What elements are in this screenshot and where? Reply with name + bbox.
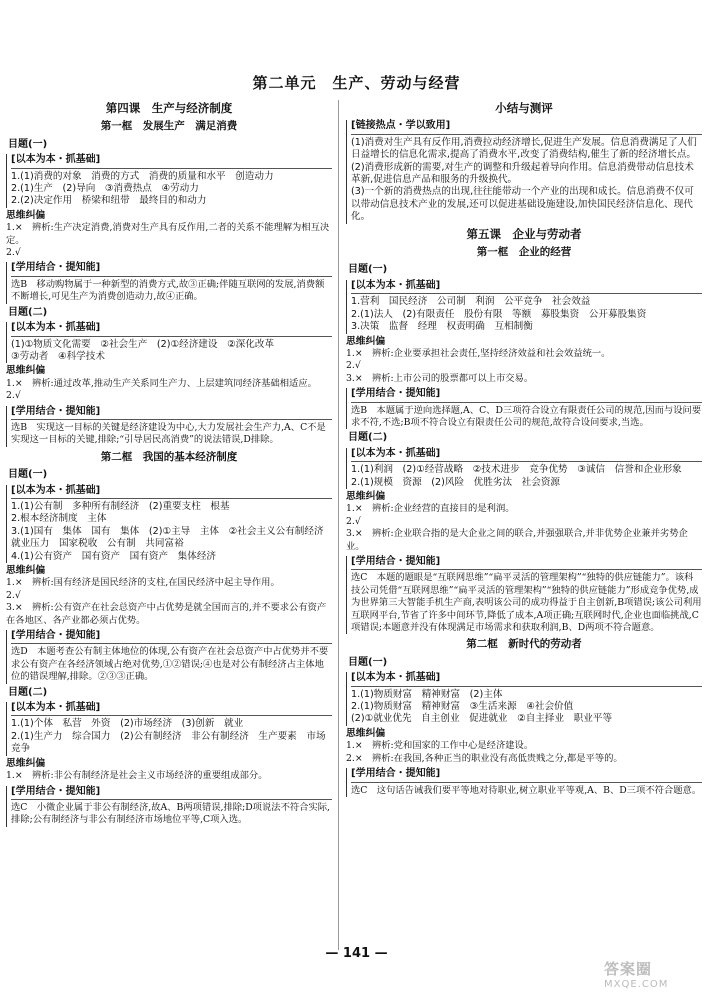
section-title: [学用结合・提知能] [11, 406, 332, 420]
section-title: [学用结合・提知能] [11, 630, 332, 644]
section-title: [学用结合・提知能] [351, 556, 702, 570]
section-basics [6, 154, 332, 208]
section-application [346, 768, 702, 797]
lesson-title: 第四课 生产与经济制度 [105, 101, 233, 115]
frame-title: 第二框 我国的基本经济制度 [100, 450, 238, 463]
answer-line: 2.(2)决定作用 桥梁和纽带 最终目的和动力 [11, 195, 207, 207]
watermark-url: MXQE.COM [604, 979, 669, 990]
section-application [346, 556, 702, 634]
frame-title: 第二框 新时代的劳动者 [466, 638, 582, 651]
answer-line: 1.(1)个体 私营 外资 (2)市场经济 (3)创新 就业 [11, 718, 244, 730]
answer-line: 1.(1)物质财富 精神财富 (2)主体 [351, 688, 503, 700]
section-application [6, 262, 332, 303]
answer-line: 2.根本经济制度 主体 [11, 513, 107, 525]
section-title: [链接热点・学以致用] [351, 120, 702, 134]
frame-title: 第一框 发展生产 满足消费 [100, 120, 238, 133]
answer-explanation: 选C 这句话告诫我们要平等地对待职业,树立职业平等观,A、B、D三项不符合题意。 [351, 784, 702, 796]
section-hotspot [346, 120, 702, 223]
thinking-correction-label: 思维纠偏 [6, 757, 46, 769]
section-basics [6, 322, 332, 363]
correction-line: 1.× 辨析:生产决定消费,消费对生产具有反作用,二者的关系不能理解为相互决定。 [6, 222, 330, 246]
correction-line: 3.× 辨析:企业联合指的是大企业之间的联合,并强强联合,并非优势企业兼并劣势企业。 [346, 528, 688, 552]
answer-line: ③劳动者 ④科学技术 [11, 350, 105, 362]
section-application [6, 630, 332, 684]
unit-title: 第二单元 生产、劳动与经营 [252, 74, 461, 92]
topic-heading: 目题(二) [348, 432, 388, 444]
section-basics [6, 485, 332, 563]
section-title: [以本为本・抓基础] [11, 154, 332, 168]
topic-heading: 目题(一) [348, 656, 388, 668]
section-application [6, 406, 332, 447]
answer-line: 2.(1)生产力 综合国力 (2)公有制经济 非公有制经济 生产要素 市场竞争 [11, 730, 326, 755]
section-application [346, 388, 702, 429]
correction-line: 1.× 辨析:国有经济是国民经济的支柱,在国民经济中起主导作用。 [6, 577, 280, 589]
section-title: [学用结合・提知能] [11, 786, 332, 800]
answer-line: 2.(1)规模 资源 (2)风险 优胜劣汰 社会资源 [351, 476, 561, 488]
correction-line: 1.× 辨析:企业经营的直接目的是利润。 [346, 503, 515, 515]
correction-line: 2.√ [346, 360, 361, 372]
answer-line: 1.(1)利润 (2)①经营战略 ②技术进步 竞争优势 ③诚信 信誉和企业形象 [351, 464, 682, 476]
answer-line: (2)消费形成新的需要,对生产的调整和升级起着导向作用。信息消费带动信息技术革新,促进信息产品和服务的升级换代。 [351, 161, 694, 186]
page-number: — 141 — [325, 946, 388, 961]
answer-line: (3)一个新的消费热点的出现,往往能带动一个产业的出现和成长。信息消费不仅可以带动信息技术产业的发展,还可以促进基础设施建设,加快国民经济信息化、现代化。 [351, 186, 694, 223]
column-divider [338, 100, 339, 950]
section-title: [学用结合・提知能] [11, 262, 332, 276]
answer-line: 1.(1)公有制 多种所有制经济 (2)重要支柱 根基 [11, 500, 230, 512]
section-basics [6, 702, 332, 756]
answer-line: (1)①物质文化需要 ②社会生产 (2)①经济建设 ②深化改革 [11, 338, 275, 350]
answer-line: 2.(1)法人 (2)有限责任 股份有限 等额 募股集资 公开募股集资 [351, 308, 647, 320]
answer-line: 3.(1)国有 集体 国有 集体 (2)①主导 主体 ②社会主义公有制经济 就业压力 国家税收 公有制 共同富裕 [11, 525, 334, 550]
section-title: [学用结合・提知能] [351, 768, 702, 782]
section-title: [以本为本・抓基础] [351, 280, 702, 294]
section-application [6, 786, 332, 827]
thinking-correction-label: 思维纠偏 [346, 727, 386, 739]
answer-explanation: 选C 本题的题眼是“互联网思维”“扁平灵活的管理架构”“独特的供应链能力”。该科技公司凭借“互联网思维”“扁平灵活的管理架构”“独特的供应链能力”形成竞争优势,成为世界第三大智能手机生产商,表明该公司的成功得益于自主创新,B项错误;该公司利用互联网平台,节省了许多中间环节,降低了成本,A项正确;互联网时代,企业也面临挑战,C项错误;本题意并没有体现满足市场需求和获取利润,B、D两项不符合题意。 [351, 572, 702, 634]
right-column [346, 98, 702, 799]
answer-line: 2.(1)物质财富 精神财富 ③生活来源 ④社会价值 [351, 701, 574, 713]
left-column [6, 98, 332, 829]
answer-line: 1.营利 国民经济 公司制 利润 公平竞争 社会效益 [351, 296, 591, 308]
summary-title: 小结与测评 [495, 101, 553, 115]
answer-line: 4.(1)公有资产 国有资产 国有资产 集体经济 [11, 550, 217, 562]
thinking-correction-label: 思维纠偏 [6, 209, 46, 221]
answer-explanation: 选D 本题考查公有制主体地位的体现,公有资产在社会总资产中占优势并不要求公有资产在各经济领域占绝对优势,①②错误;④也是对公有制经济占主体地位的错误理解,排除。②③③正确。 [11, 646, 329, 683]
section-title: [以本为本・抓基础] [11, 485, 332, 499]
topic-heading: 目题(一) [8, 469, 48, 481]
topic-heading: 目题(二) [8, 686, 48, 698]
thinking-correction-label: 思维纠偏 [346, 490, 386, 502]
correction-line: 1.× 辨析:通过改革,推动生产关系同生产力、上层建筑同经济基础相适应。 [6, 377, 317, 389]
answer-line: (2)①就业优先 自主创业 促进就业 ②自主择业 职业平等 [351, 713, 613, 725]
section-basics [346, 448, 702, 489]
thinking-correction-label: 思维纠偏 [6, 365, 46, 377]
lesson-title: 第五课 企业与劳动者 [466, 226, 582, 241]
correction-line: 1.× 辨析:党和国家的工作中心是经济建设。 [346, 740, 534, 752]
correction-line: 2.× 辨析:在我国,各种正当的职业没有高低贵贱之分,都是平等的。 [346, 752, 623, 764]
answer-explanation: 选B 实现这一目标的关键是经济建设为中心,大力发展社会生产力,A、C不是实现这一目标的关键,排除;“引导居民高消费”的说法错误,D排除。 [11, 421, 326, 446]
correction-line: 1.× 辨析:企业要承担社会责任,坚持经济效益和社会效益统一。 [346, 347, 611, 359]
watermark-text: 答案圈 [604, 960, 653, 978]
thinking-correction-label: 思维纠偏 [346, 335, 386, 347]
answer-line: 3.决策 监督 经理 权责明确 互相制衡 [351, 321, 533, 333]
correction-line: 2.√ [346, 515, 361, 527]
section-title: [以本为本・抓基础] [11, 322, 332, 336]
thinking-correction-label: 思维纠偏 [6, 565, 46, 576]
section-basics [346, 280, 702, 334]
correction-line: 3.× 辨析:上市公司的股票都可以上市交易。 [346, 372, 534, 384]
correction-line: 2.√ [6, 390, 21, 402]
correction-line: 3.× 辨析:公有资产在社会总资产中占优势是就全国而言的,并不要求公有资产在各地区、各产业都必须占优势。 [6, 602, 327, 626]
answer-line: 2.(1)生产 (2)导向 ③消费热点 ④劳动力 [11, 183, 199, 195]
correction-line: 1.× 辨析:非公有制经济是社会主义市场经济的重要组成部分。 [6, 770, 268, 782]
section-title: [以本为本・抓基础] [351, 448, 702, 462]
section-title: [以本为本・抓基础] [11, 702, 332, 716]
section-title: [以本为本・抓基础] [351, 672, 702, 686]
answer-line: 1.(1)消费的对象 消费的方式 消费的质量和水平 创造动力 [11, 170, 274, 182]
section-title: [学用结合・提知能] [351, 388, 702, 402]
answer-explanation: 选B 本题属于逆向选择题,A、C、D三项符合设立有限责任公司的规范,因而与设问要求不符,不选;B项不符合设立有限责任公司的规范,故符合设问要求,当选。 [351, 404, 702, 428]
answer-explanation: 选C 小微企业属于非公有制经济,故A、B两项错误,排除;D项说法不符合实际,排除;公有制经济与非公有制经济市场地位平等,C项入选。 [11, 801, 331, 826]
answer-explanation: 选B 移动购物属于一种新型的消费方式,故③正确;伴随互联网的发展,消费额不断增长,可见生产为消费创造动力,故④正确。 [11, 278, 325, 303]
topic-heading: 目题(二) [8, 306, 48, 318]
topic-heading: 目题(一) [348, 264, 388, 276]
watermark-logo [604, 958, 708, 994]
section-basics [346, 672, 702, 726]
answer-line: (1)消费对生产具有反作用,消费拉动经济增长,促进生产发展。信息消费满足了人们日益增长的信息化需求,提高了消费水平,改变了消费结构,催生了新的经济增长点。 [351, 136, 697, 161]
topic-heading: 目题(一) [8, 138, 48, 150]
frame-title: 第一框 企业的经营 [476, 246, 572, 259]
correction-line: 2.√ [6, 589, 21, 601]
correction-line: 2.√ [6, 247, 21, 259]
